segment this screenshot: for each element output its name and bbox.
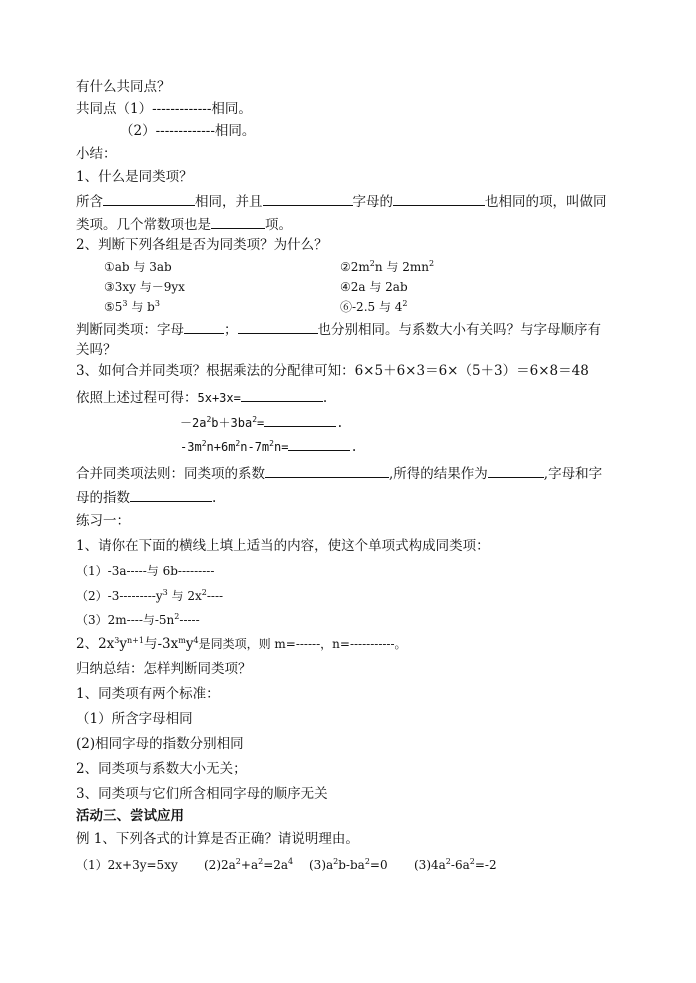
rule-line-2: [76, 487, 216, 507]
text-fragment: -6a: [450, 858, 470, 872]
text-fragment: －2a: [180, 416, 207, 430]
text-fragment: n+6m: [206, 440, 236, 454]
text-fragment: =2a: [263, 858, 289, 872]
text-fragment: （2）-3---------y: [76, 589, 163, 603]
blank-line: [241, 387, 323, 402]
blank-line: [211, 214, 265, 229]
pair-2: [340, 258, 434, 276]
judge-line-2: 关吗？: [76, 342, 117, 358]
text-fragment: ；: [224, 322, 238, 338]
equation: 5x+3x=: [197, 391, 241, 405]
text-fragment: 类项。几个常数项也是: [76, 217, 211, 233]
superscript: m: [178, 636, 186, 645]
superscript: 2: [369, 259, 375, 268]
common-point-1-blank: -------------: [152, 101, 212, 117]
text-fragment: n 与 2mn: [374, 260, 429, 274]
judge-line-1: [76, 319, 601, 339]
text-fragment: 母的指数: [76, 490, 130, 506]
text-fragment: 与 b: [127, 300, 155, 314]
common-point-1: [76, 100, 252, 118]
blank-line: [263, 191, 353, 206]
common-point-2: [120, 122, 255, 140]
blank-line: [130, 487, 212, 502]
text-fragment: =: [257, 416, 265, 430]
text-fragment: 所含: [76, 194, 103, 210]
text-fragment: =-2: [474, 858, 497, 872]
rule-line-1: [76, 463, 602, 483]
standard-1: （1）所含字母相同: [76, 711, 193, 727]
common-point-1-tail: 相同。: [211, 101, 252, 117]
pair-4: ④2a 与 2ab: [340, 280, 408, 294]
blank-line: [393, 191, 485, 206]
text-fragment: 合并同类项法则：同类项的系数: [76, 466, 265, 482]
common-point-1-label: 共同点（1）: [76, 101, 153, 117]
text-fragment: ⑤5: [104, 300, 123, 314]
text-fragment: =0: [369, 858, 388, 872]
pair-3: ③3xy 与－9yx: [104, 280, 185, 294]
text-fragment: .: [322, 390, 328, 406]
exercise-1-item-3: [76, 611, 200, 629]
equation-3: [180, 436, 358, 456]
example-calc-3: [309, 856, 388, 874]
text-fragment: ,字母和字: [543, 466, 603, 482]
text-fragment: （3）2m----与-5n: [76, 613, 175, 627]
blank-line: [184, 319, 224, 334]
text-fragment: (2)2a: [204, 858, 236, 872]
superscript: 2: [428, 259, 435, 268]
text-fragment: 判断同类项：字母: [76, 322, 184, 338]
text-fragment: (3)4a: [414, 858, 446, 872]
superscript: 2: [201, 588, 207, 597]
text-fragment: -----: [179, 613, 200, 627]
exercise-1-item-1: （1）-3a-----与 6b---------: [76, 564, 215, 578]
induction-heading: 归纳总结：怎样判断同类项？: [76, 661, 252, 677]
section-3-title: 3、如何合并同类项？根据乘法的分配律可知：6×5＋6×3＝6×（5＋3）＝6×8＝48: [76, 363, 589, 379]
superscript: 2: [469, 857, 475, 866]
superscript: n+1: [127, 636, 144, 645]
superscript: 2: [235, 439, 241, 448]
common-point-2-blank: -------------: [155, 123, 215, 139]
text-fragment: y: [119, 636, 128, 652]
text-fragment: 是同类项，则 m=------，n=-----------。: [198, 637, 407, 651]
summary-heading: 小结：: [76, 146, 117, 162]
text-fragment: 与 2x: [167, 589, 202, 603]
exercise-1-item-2: [76, 587, 223, 605]
superscript: 2: [333, 857, 339, 866]
text-fragment: 也相同的项，叫做同: [485, 194, 607, 210]
superscript: 4: [193, 636, 199, 645]
text-fragment: b＋3ba: [211, 416, 253, 430]
text-fragment: n-7m: [240, 440, 270, 454]
common-point-2-label: （2）: [120, 123, 156, 139]
text-fragment: 与-3x: [143, 636, 179, 652]
exercise-heading: 练习一：: [76, 513, 130, 529]
superscript: 2: [364, 857, 370, 866]
standard-3: 2、同类项与系数大小无关；: [76, 761, 247, 777]
exercise-1-title: 1、请你在下面的横线上填上适当的内容，使这个单项式构成同类项：: [76, 538, 490, 554]
activity-3-heading: 活动三、尝试应用: [76, 808, 184, 824]
superscript: 4: [288, 857, 294, 866]
example-calc-2: [204, 856, 293, 874]
definition-line-2: [76, 214, 292, 234]
text-fragment: .: [350, 440, 358, 454]
superscript: 2: [252, 415, 258, 424]
text-fragment: n=: [273, 440, 289, 454]
example-1-title: 例 1、下列各式的计算是否正确？请说明理由。: [76, 831, 359, 847]
superscript: 2: [258, 857, 264, 866]
text-fragment: 也分别相同。与系数大小有关吗？与字母顺序有: [317, 322, 601, 338]
blank-line: [288, 436, 350, 451]
text-fragment: ⑥-2.5 与 4: [340, 300, 403, 314]
standard-title: 1、同类项有两个标准：: [76, 686, 220, 702]
text-fragment: 依照上述过程可得：: [76, 390, 198, 406]
text-fragment: -3m: [180, 440, 202, 454]
text-fragment: ----: [206, 589, 224, 603]
definition-line-1: [76, 191, 607, 211]
standard-2: (2)相同字母的指数分别相同: [76, 736, 244, 752]
standard-4: 3、同类项与它们所含相同字母的顺序无关: [76, 786, 328, 802]
blank-line: [264, 412, 336, 427]
text-fragment: 项。: [265, 217, 292, 233]
text-fragment: y: [185, 636, 194, 652]
follow-line: [76, 387, 327, 407]
section-1-title: 1、什么是同类项？: [76, 169, 193, 185]
superscript: 2: [206, 415, 212, 424]
section-2-title: 2、判断下列各组是否为同类项？为什么？: [76, 237, 328, 253]
text-fragment: +a: [240, 858, 259, 872]
text-fragment: .: [336, 416, 344, 430]
superscript: 3: [154, 299, 160, 308]
text-fragment: ②2m: [340, 260, 370, 274]
text-fragment: .: [212, 490, 217, 506]
text-fragment: 字母的: [352, 194, 393, 210]
text-fragment: b-ba: [338, 858, 365, 872]
superscript: 3: [114, 636, 120, 645]
pair-1: ①ab 与 3ab: [104, 260, 172, 274]
common-point-2-tail: 相同。: [214, 123, 256, 139]
question-common: 有什么共同点？: [76, 79, 171, 95]
superscript: 2: [402, 299, 408, 308]
blank-line: [488, 463, 544, 478]
superscript: 2: [235, 857, 241, 866]
superscript: 2: [174, 612, 180, 621]
example-calc-1: （1）2x+3y=5xy: [76, 858, 178, 872]
text-fragment: 2、2x: [76, 636, 115, 652]
superscript: 2: [269, 439, 274, 448]
pair-5: [104, 298, 160, 316]
blank-line: [265, 463, 389, 478]
text-fragment: 相同，并且: [195, 194, 263, 210]
superscript: 3: [162, 588, 168, 597]
superscript: 2: [445, 857, 451, 866]
exercise-2: [76, 635, 407, 653]
blank-line: [238, 319, 318, 334]
superscript: 3: [122, 299, 128, 308]
equation-2: [180, 412, 343, 432]
blank-line: [103, 191, 195, 206]
text-fragment: (3)a: [309, 858, 334, 872]
superscript: 2: [201, 439, 207, 448]
example-calc-4: [414, 856, 497, 874]
text-fragment: ,所得的结果作为: [389, 466, 488, 482]
pair-6: [340, 298, 408, 316]
